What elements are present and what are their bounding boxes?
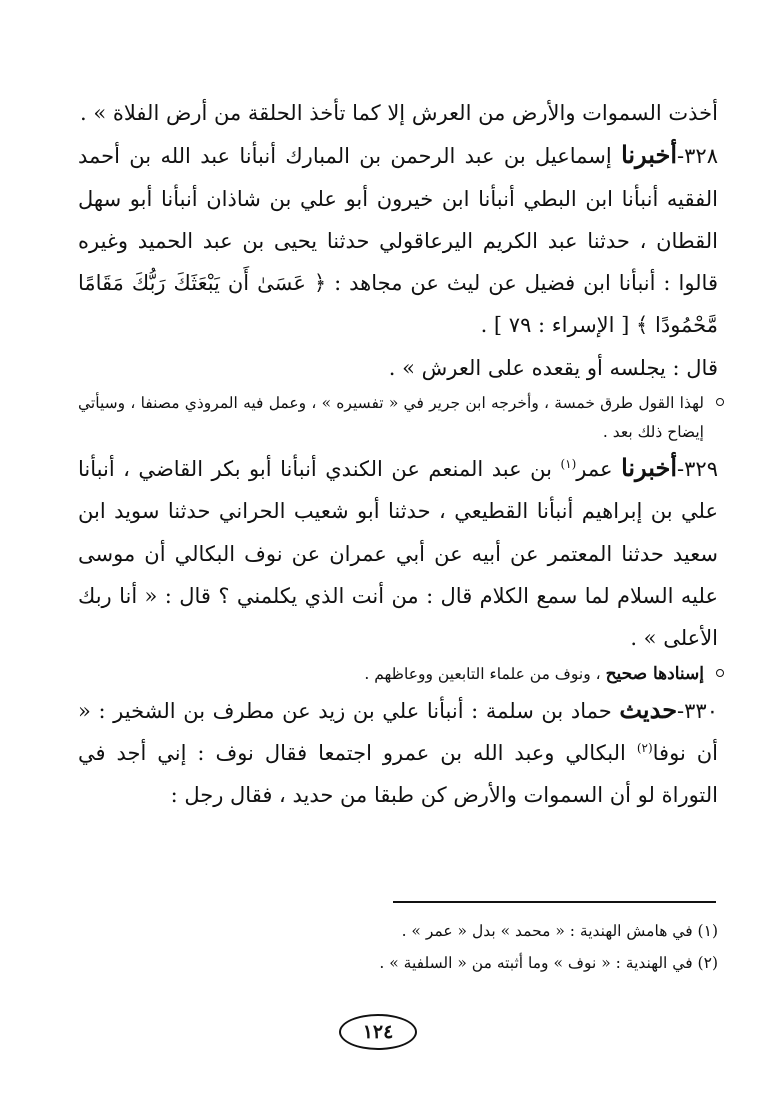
editor-note-328 bbox=[78, 389, 718, 447]
footnotes bbox=[78, 915, 718, 979]
main-text bbox=[78, 92, 718, 816]
entry-329 bbox=[78, 447, 718, 659]
note-grading: إسنادها صحيح bbox=[605, 663, 704, 684]
entry-keyword: حديث bbox=[619, 694, 678, 724]
entry-328 bbox=[78, 134, 718, 346]
entry-keyword: أخبرنا bbox=[621, 453, 678, 483]
editor-note-329 bbox=[78, 660, 718, 689]
entry-text: عمر bbox=[576, 457, 613, 482]
paragraph-continuation: أخذت السموات والأرض من العرش إلا كما تأخذ الحلقة من أرض الفلاة » . bbox=[80, 101, 718, 125]
page-number: ١٢٤ bbox=[339, 1014, 417, 1050]
note-text: ، ونوف من علماء التابعين ووعاظهم . bbox=[364, 664, 601, 683]
note-bullet-icon bbox=[716, 398, 724, 406]
entry-text: بن عبد المنعم عن الكندي أنبأنا أبو بكر القاضي ، أنبأنا علي بن إبراهيم أنبأنا القطيعي ، حدثنا أبو شعيب الحراني حدثنا سويد ابن سعيد حدثنا المعتمر عن أبيه عن أبي عمران عن نوف البكالي أن موسى عليه السلام لما سمع الكلام قال : من أنت الذي يكلمني ؟ قال : « أنا ربك الأعلى » . bbox=[78, 457, 718, 651]
entry-text: البكالي وعبد الله بن عمرو اجتمعا فقال نوف : إني أجد في التوراة لو أن السموات والأرض كن طبقا من حديد ، فقال رجل : bbox=[78, 740, 718, 808]
footnote-divider bbox=[393, 901, 716, 903]
entry-number: ٣٣٠- bbox=[677, 698, 718, 723]
entry-328-saying: قال : يجلسه أو يقعده على العرش » . bbox=[388, 355, 718, 380]
entry-text: حماد بن سلمة : أنبأنا علي بن زيد عن مطرف بن الشخير : « أن نوفا bbox=[78, 698, 718, 765]
footnote-ref-2[interactable]: (٢) bbox=[636, 740, 653, 755]
footnote-1: (١) في هامش الهندية : « محمد » بدل « عمر » . bbox=[401, 922, 718, 940]
footnote-2: (٢) في الهندية : « نوف » وما أثبته من « السلفية » . bbox=[379, 954, 718, 972]
note-bullet-icon bbox=[716, 669, 724, 677]
entry-number: ٣٢٨- bbox=[677, 144, 718, 169]
note-text: لهذا القول طرق خمسة ، وأخرجه ابن جرير في « تفسيره » ، وعمل فيه المروذي مصنفا ، وسيأتي إيضاح ذلك بعد . bbox=[78, 394, 704, 442]
entry-number: ٣٢٩- bbox=[677, 457, 718, 482]
entry-330 bbox=[78, 689, 718, 817]
entry-keyword: أخبرنا bbox=[621, 140, 678, 170]
entry-text: إسماعيل بن عبد الرحمن بن المبارك أنبأنا عبد الله بن أحمد الفقيه أنبأنا ابن البطي أنبأنا ابن خيرون أبو علي بن شاذان أنبأنا أبو سهل القطان ، حدثنا عبد الكريم اليرعاقولي حدثنا يحيى بن عبد الحميد وغيره قالوا : أنبأنا ابن فضيل عن ليث عن مجاهد : ﴿ عَسَىٰ أَن يَبْعَثَكَ رَبُّكَ مَقَامًا مَّحْمُودًا ﴾ [ الإسراء : ٧٩ ] . bbox=[78, 144, 718, 338]
footnote-ref-1[interactable]: (١) bbox=[560, 457, 577, 472]
